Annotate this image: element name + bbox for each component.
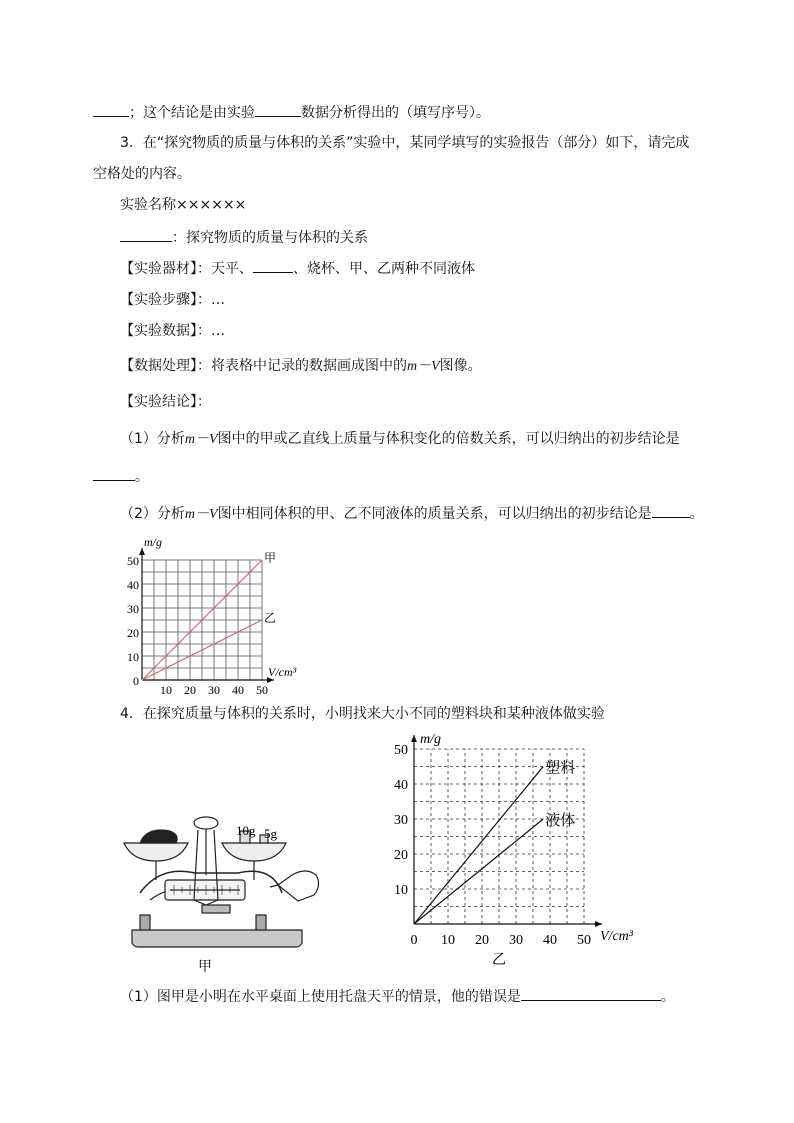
weight-label-10g: 10g — [236, 823, 256, 838]
y-tick-label: 0 — [133, 674, 139, 688]
y-tick-label: 50 — [394, 743, 408, 758]
x-axis-label: V/cm³ — [268, 665, 297, 679]
series-label: 甲 — [264, 551, 277, 565]
conclusion-heading: 【实验结论】： — [120, 394, 211, 410]
x-tick-label: 0 — [410, 933, 418, 948]
y-axis-arrow — [139, 548, 145, 555]
blank[interactable] — [255, 102, 301, 117]
experiment-name: 实验名称×××××× — [120, 197, 247, 213]
series-label: 塑料 — [545, 758, 576, 777]
series-line — [414, 767, 543, 925]
x-tick-label: 50 — [577, 933, 591, 948]
q4-part-1: （1）图甲是小明在水平桌面上使用托盘天平的情景，他的错误是 。 — [120, 986, 675, 1007]
y-axis-label: m/g — [420, 732, 441, 747]
y-tick-label: 40 — [127, 578, 139, 592]
x-tick-label: 20 — [184, 683, 196, 697]
x-tick-label: 20 — [475, 933, 489, 948]
blank[interactable] — [93, 102, 129, 117]
x-axis-label: V/cm³ — [600, 929, 633, 944]
conclusion-2: （2）分析m－V图中相同体积的甲、乙不同液体的质量关系，可以归纳出的初步结论是 。 — [120, 503, 704, 525]
y-tick-label: 20 — [127, 626, 139, 640]
x-axis-arrow — [595, 921, 602, 927]
y-axis-arrow — [411, 735, 417, 742]
y-tick-label: 10 — [394, 883, 408, 898]
chart-2 — [380, 728, 660, 968]
y-tick-label: 20 — [394, 848, 408, 863]
balance-illustration — [110, 735, 330, 975]
equipment: 【实验器材】：天平、 、烧杯、甲、乙两种不同液体 — [120, 258, 475, 279]
steps: 【实验步骤】：… — [120, 292, 225, 308]
line-1: ；这个结论是由实验 数据分析得出的（填写序号）。 — [93, 102, 490, 123]
series-label: 乙 — [264, 611, 277, 625]
experiment-goal: ：探究物质的质量与体积的关系 — [120, 227, 368, 248]
x-tick-label: 10 — [441, 933, 455, 948]
x-tick-label: 30 — [509, 933, 523, 948]
figure-caption-b: 乙 — [492, 952, 506, 968]
y-axis-label: m/g — [144, 535, 162, 549]
q3-line-b: 空格处的内容。 — [93, 166, 191, 182]
data-processing: 【数据处理】：将表格中记录的数据画成图中的m－V图像。 — [120, 358, 482, 374]
series-label: 液体 — [545, 811, 576, 829]
chart-1 — [120, 530, 297, 700]
weight-label-5g: 5g — [264, 826, 277, 841]
y-tick-label: 30 — [394, 813, 408, 828]
blank[interactable] — [93, 466, 135, 481]
x-tick-label: 10 — [160, 683, 172, 697]
blank[interactable] — [120, 227, 172, 242]
y-tick-label: 40 — [394, 778, 408, 793]
balance-drawing — [124, 817, 319, 947]
x-tick-label: 50 — [256, 683, 268, 697]
x-tick-label: 40 — [232, 683, 244, 697]
blank[interactable] — [521, 986, 661, 1001]
conclusion-1: （1）分析m－V图中的甲或乙直线上质量与体积变化的倍数关系，可以归纳出的初步结论是 — [120, 431, 680, 447]
y-tick-label: 10 — [127, 650, 139, 664]
blank[interactable] — [652, 503, 690, 518]
data-record: 【实验数据】：… — [120, 323, 225, 339]
figure-caption-a: 甲 — [198, 959, 212, 975]
y-tick-label: 50 — [127, 554, 139, 568]
y-tick-label: 30 — [127, 602, 139, 616]
x-tick-label: 30 — [208, 683, 220, 697]
conclusion-1-cont: 。 — [93, 466, 149, 487]
q3-line-a: 3．在“探究物质的质量与体积的关系”实验中，某同学填写的实验报告（部分）如下，请完成 — [120, 135, 690, 151]
q4-line: 4．在探究质量与体积的关系时，小明找来大小不同的塑料块和某种液体做实验 — [120, 706, 605, 722]
x-tick-label: 40 — [543, 933, 557, 948]
blank[interactable] — [253, 258, 293, 273]
